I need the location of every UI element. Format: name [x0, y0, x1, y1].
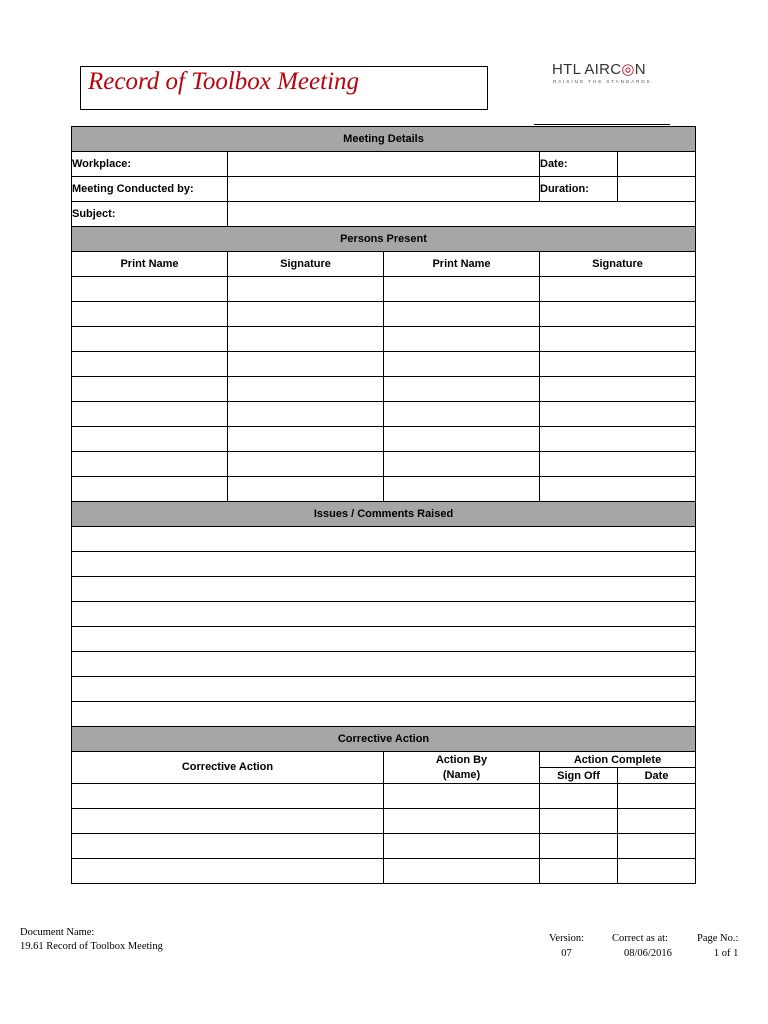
logo-wordmark: HTL AIRC◎N [552, 61, 646, 78]
sign-off-cell[interactable] [540, 834, 618, 859]
print-name-cell[interactable] [72, 452, 228, 477]
date-cell[interactable] [618, 784, 696, 809]
version-label: Version: [549, 933, 584, 944]
signature-cell[interactable] [228, 327, 384, 352]
sign-off-cell[interactable] [540, 809, 618, 834]
column-header-signature: Signature [228, 252, 384, 277]
action-by-cell[interactable] [384, 784, 540, 809]
signature-cell[interactable] [228, 302, 384, 327]
print-name-cell[interactable] [72, 427, 228, 452]
table-row [72, 352, 696, 377]
footer-doc-name [20, 926, 163, 954]
signature-cell[interactable] [228, 452, 384, 477]
table-row [72, 302, 696, 327]
table-row [72, 809, 696, 834]
date-cell[interactable] [618, 859, 696, 884]
workplace-field[interactable] [228, 152, 540, 177]
table-row [72, 277, 696, 302]
table-row [72, 477, 696, 502]
signature-cell[interactable] [228, 427, 384, 452]
print-name-cell[interactable] [384, 477, 540, 502]
signature-cell[interactable] [540, 402, 696, 427]
issue-row [72, 702, 696, 727]
table-row [72, 377, 696, 402]
issue-row [72, 627, 696, 652]
company-logo [552, 62, 662, 88]
signature-cell[interactable] [228, 277, 384, 302]
print-name-cell[interactable] [384, 377, 540, 402]
section-heading-corrective-action: Corrective Action [72, 727, 696, 752]
column-header-date: Date [618, 768, 696, 784]
footer-version [549, 932, 584, 961]
corrective-action-cell[interactable] [72, 859, 384, 884]
issue-row [72, 527, 696, 552]
corrective-action-cell[interactable] [72, 809, 384, 834]
issue-line[interactable] [72, 602, 696, 627]
signature-cell[interactable] [228, 377, 384, 402]
print-name-cell[interactable] [384, 277, 540, 302]
issue-line[interactable] [72, 702, 696, 727]
divider [534, 124, 670, 125]
page-value: 1 of 1 [713, 948, 739, 959]
column-header-corrective-action [72, 752, 384, 784]
signature-cell[interactable] [228, 477, 384, 502]
table-row [72, 427, 696, 452]
action-by-label: Action By [435, 753, 488, 766]
column-header-action-complete: Action Complete [540, 752, 696, 768]
table-row [72, 452, 696, 477]
print-name-cell[interactable] [72, 352, 228, 377]
print-name-cell[interactable] [72, 327, 228, 352]
corrective-action-cell[interactable] [72, 834, 384, 859]
signature-cell[interactable] [540, 352, 696, 377]
action-by-sub-label: (Name) [442, 768, 481, 781]
page-title: Record of Toolbox Meeting [88, 68, 360, 95]
correct-date: 08/06/2016 [624, 948, 672, 959]
print-name-cell[interactable] [72, 477, 228, 502]
issue-line[interactable] [72, 552, 696, 577]
subject-field[interactable] [228, 202, 696, 227]
section-heading-meeting-details: Meeting Details [72, 127, 696, 152]
correct-label: Correct as at: [612, 933, 668, 944]
version-value: 07 [561, 948, 572, 959]
issue-line[interactable] [72, 677, 696, 702]
date-field[interactable] [618, 152, 696, 177]
signature-cell[interactable] [228, 352, 384, 377]
corrective-action-cell[interactable] [72, 784, 384, 809]
print-name-cell[interactable] [384, 327, 540, 352]
print-name-cell[interactable] [384, 302, 540, 327]
print-name-cell[interactable] [72, 377, 228, 402]
logo-tagline: RAISING THE STANDARDS [553, 79, 652, 84]
column-header-sign-off: Sign Off [540, 768, 618, 784]
table-row [72, 834, 696, 859]
issue-row [72, 602, 696, 627]
column-header-print-name: Print Name [72, 252, 228, 277]
table-row [72, 859, 696, 884]
column-header-print-name: Print Name [384, 252, 540, 277]
issue-row [72, 577, 696, 602]
signature-cell[interactable] [540, 327, 696, 352]
action-by-cell[interactable] [384, 859, 540, 884]
footer-correct-as-at [612, 932, 672, 961]
signature-cell[interactable] [540, 477, 696, 502]
doc-name-label: Document Name: [20, 927, 95, 938]
signature-cell[interactable] [540, 302, 696, 327]
sign-off-cell[interactable] [540, 859, 618, 884]
date-cell[interactable] [618, 834, 696, 859]
issue-line[interactable] [72, 577, 696, 602]
duration-field[interactable] [618, 177, 696, 202]
doc-name-value: 19.61 Record of Toolbox Meeting [20, 941, 163, 952]
action-by-cell[interactable] [384, 809, 540, 834]
issue-row [72, 552, 696, 577]
table-row [72, 327, 696, 352]
print-name-cell[interactable] [72, 402, 228, 427]
conducted-by-field[interactable] [228, 177, 540, 202]
print-name-cell[interactable] [72, 302, 228, 327]
date-label: Date: [540, 152, 618, 177]
workplace-label: Workplace: [72, 152, 228, 177]
print-name-cell[interactable] [72, 277, 228, 302]
issue-line[interactable] [72, 527, 696, 552]
table-row [72, 402, 696, 427]
date-cell[interactable] [618, 809, 696, 834]
print-name-cell[interactable] [384, 452, 540, 477]
footer-page-no [697, 932, 738, 961]
signature-cell[interactable] [540, 452, 696, 477]
signature-cell[interactable] [228, 402, 384, 427]
subject-label: Subject: [72, 202, 228, 227]
page-label: Page No.: [697, 933, 739, 944]
corrective-action-label: Corrective Action [181, 761, 274, 773]
action-by-cell[interactable] [384, 834, 540, 859]
conducted-by-label: Meeting Conducted by: [72, 177, 228, 202]
column-header-signature: Signature [540, 252, 696, 277]
section-heading-issues: Issues / Comments Raised [72, 502, 696, 527]
section-heading-persons-present: Persons Present [72, 227, 696, 252]
column-header-action-by [384, 752, 540, 784]
print-name-cell[interactable] [384, 402, 540, 427]
print-name-cell[interactable] [384, 427, 540, 452]
sign-off-cell[interactable] [540, 784, 618, 809]
issue-line[interactable] [72, 627, 696, 652]
issue-row [72, 652, 696, 677]
title-box [80, 66, 488, 110]
signature-cell[interactable] [540, 427, 696, 452]
toolbox-meeting-form [71, 126, 696, 884]
signature-cell[interactable] [540, 277, 696, 302]
print-name-cell[interactable] [384, 352, 540, 377]
issue-row [72, 677, 696, 702]
table-row [72, 784, 696, 809]
duration-label: Duration: [540, 177, 618, 202]
issue-line[interactable] [72, 652, 696, 677]
signature-cell[interactable] [540, 377, 696, 402]
